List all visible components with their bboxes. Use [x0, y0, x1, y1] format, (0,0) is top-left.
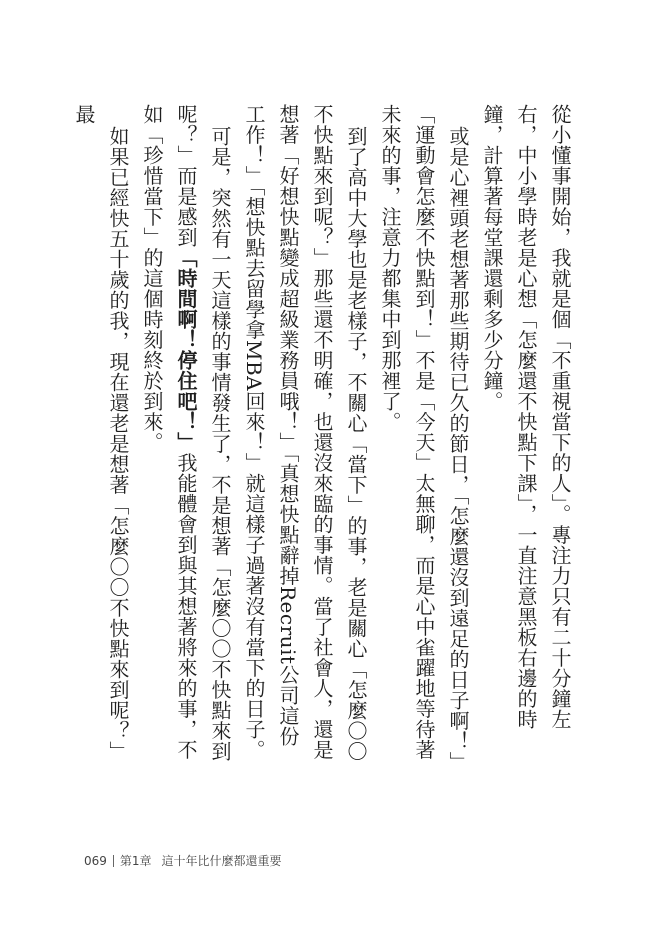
paragraph-4-end: 我能體會到與其想著將來的事，不如「珍惜當下」的這個時刻終於到來。: [140, 104, 198, 760]
paragraph-3: 到了高中大學也是老樣子，不關心「當下」的事，老是關心「怎麼〇〇不快點來到呢？」那些還不明確，也還沒來臨的事情。當了社會人，還是想著「好想快點變成超級業務員哦！」「真想快點辭掉Recruit公司這份工作！」「想快點去留學拿MBA回來！」就這樣子過著沒有當下的日子。: [242, 104, 368, 762]
emphasis-stop-time: 「時間啊！停住吧！」: [174, 247, 198, 453]
body-text: [72, 104, 577, 764]
page-number: 069: [84, 854, 107, 868]
chapter-label: 第1章: [119, 854, 152, 868]
paragraph-1: 從小懂事開始，我就是個「不重視當下的人」。專注力只有二十分鐘左右，中小學時老是心想「怎麼還不快點下課」，一直注意黑板右邊的時鐘，計算著每堂課還剩多少分鐘。: [480, 104, 572, 730]
paragraph-5: 如果已經快五十歲的我，現在還老是想著「怎麼〇〇不快點來到呢？」最: [72, 104, 130, 762]
page-footer: [84, 852, 282, 869]
paragraph-4: [135, 104, 237, 764]
paragraph-4-start: 可是，突然有一天這樣的事情發生了，不是想著「怎麼〇〇不快點來到呢？」而是感到: [174, 104, 232, 762]
footer-divider: [113, 855, 114, 867]
chapter-title: 這十年比什麼都還重要: [161, 854, 282, 868]
paragraph-2: 或是心裡頭老想著那些期待已久的節日，「怎麼還沒到遠足的日子啊！」「運動會怎麼不快點到！」不是「今天」太無聊，而是心中雀躍地等待著未來的事，注意力都集中到那裡了。: [378, 104, 470, 762]
